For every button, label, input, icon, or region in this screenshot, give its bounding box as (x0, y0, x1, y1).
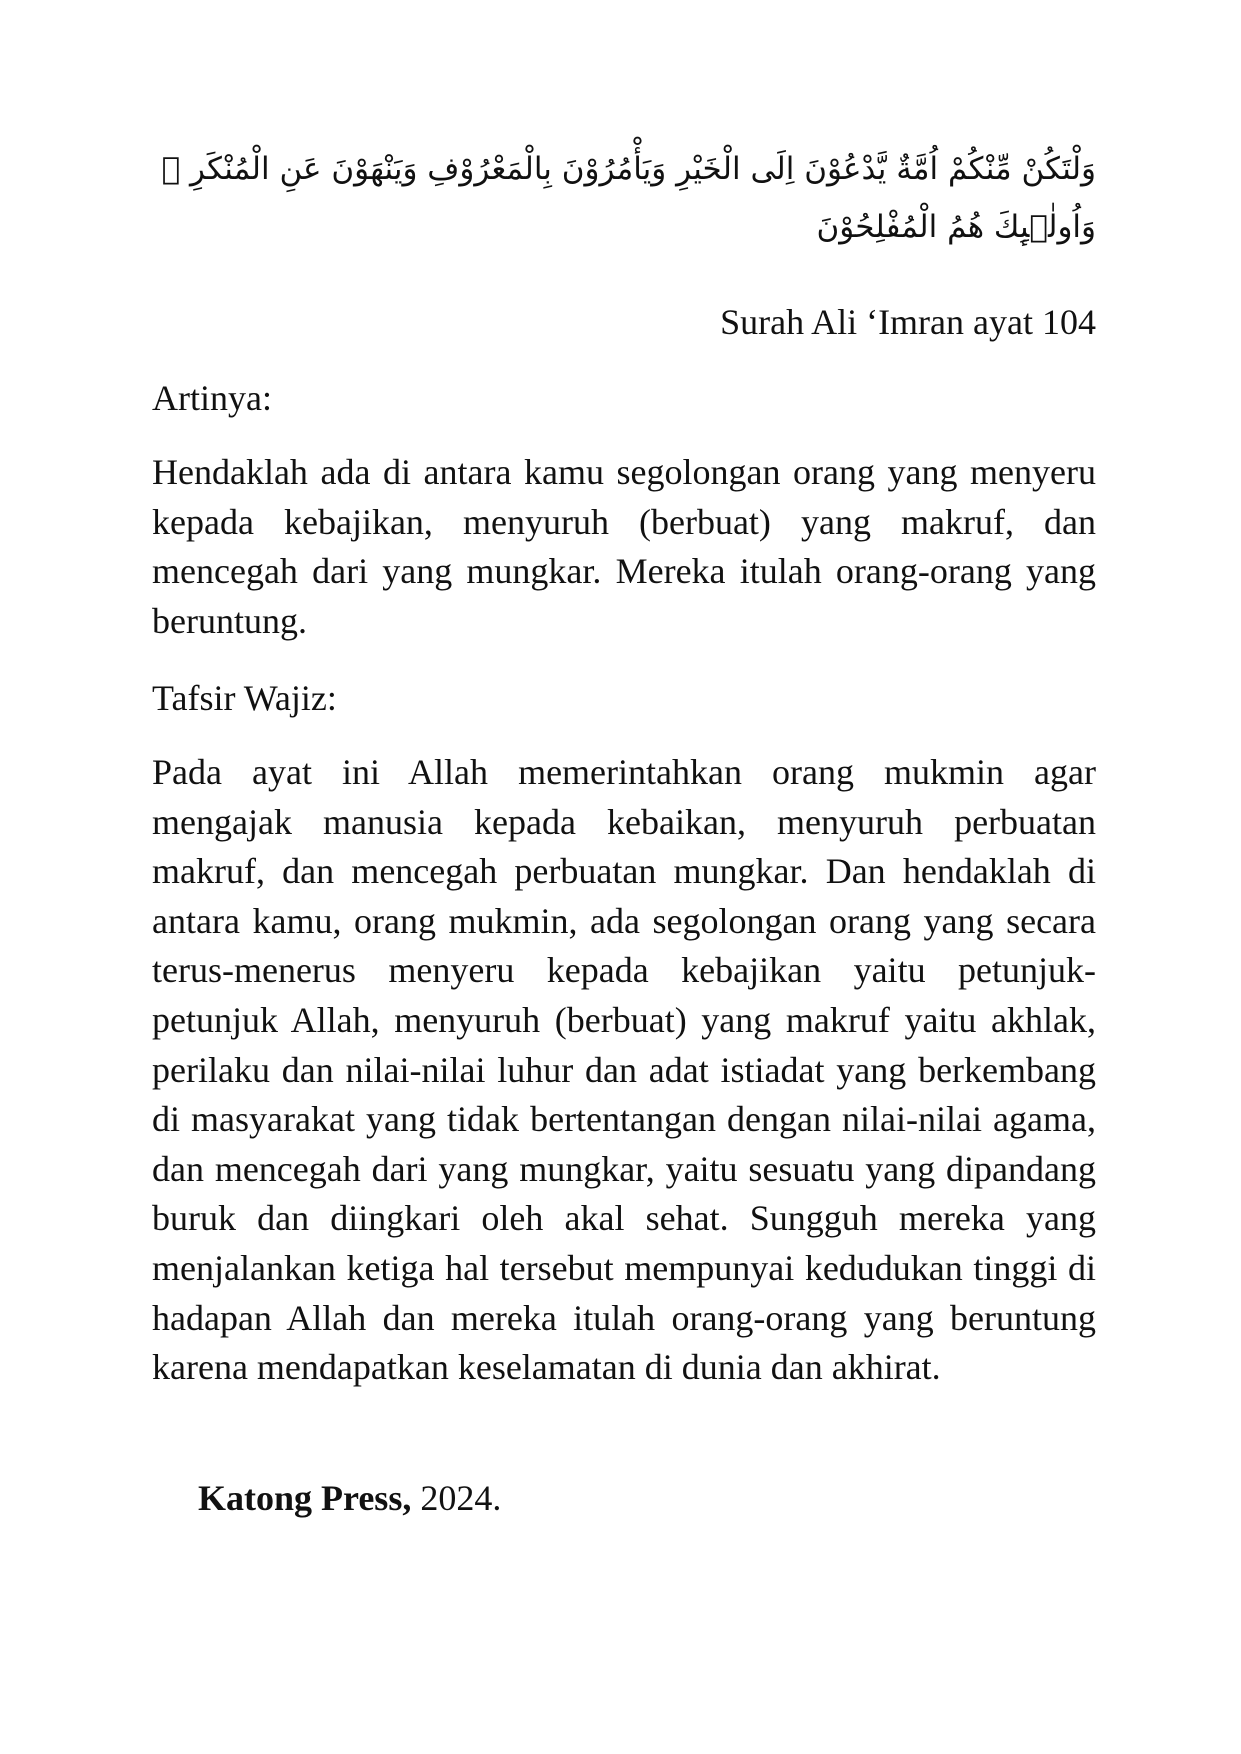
publisher-credit (198, 1473, 501, 1523)
arabic-verse: وَلْتَكُنْ مِّنْكُمْ اُمَّةٌ يَّدْعُوْنَ اِلَى الْخَيْرِ وَيَأْمُرُوْنَ بِالْمَعْرُوْفِ وَيَنْهَوْنَ عَنِ الْمُنْكَرِ ۗ وَاُولٰۤىِٕكَ هُمُ الْمُفْلِحُوْنَ (161, 151, 1096, 245)
tafsir-text: Pada ayat ini Allah memerintahkan orang mukmin agar mengajak manusia kepada kebaikan, menyuruh perbuatan makruf, dan mencegah perbuatan mungkar. Dan hendaklah di antara kamu, orang mukmin, ada segolongan orang yang secara terus-menerus menyeru kepada kebajikan yaitu petunjuk-petunjuk Allah, menyuruh (berbuat) yang makruf yaitu akhlak, perilaku dan nilai-nilai luhur dan adat istiadat yang berkembang di masyarakat yang tidak bertentangan dengan nilai-nilai agama, dan mencegah dari yang mungkar, yaitu sesuatu yang dipandang buruk dan diingkari oleh akal sehat. Sungguh mereka yang menjalankan ketiga hal tersebut mempunyai kedudukan tinggi di hadapan Allah dan mereka itulah orang-orang yang beruntung karena mendapatkan keselamatan di dunia dan akhirat. (152, 752, 1096, 1388)
translation-label: Artinya: (152, 378, 272, 418)
publisher-name: Katong Press, (198, 1478, 412, 1518)
translation-text: Hendaklah ada di antara kamu segolongan orang yang menyeru kepada kebajikan, menyuruh (berbuat) yang makruf, dan mencegah dari yang mungkar. Mereka itulah orang-orang yang beruntung. (152, 452, 1096, 641)
verse-reference: Surah Ali ‘Imran ayat 104 (720, 302, 1096, 342)
publication-year: 2024. (411, 1478, 502, 1518)
tafsir-label: Tafsir Wajiz: (152, 678, 337, 718)
